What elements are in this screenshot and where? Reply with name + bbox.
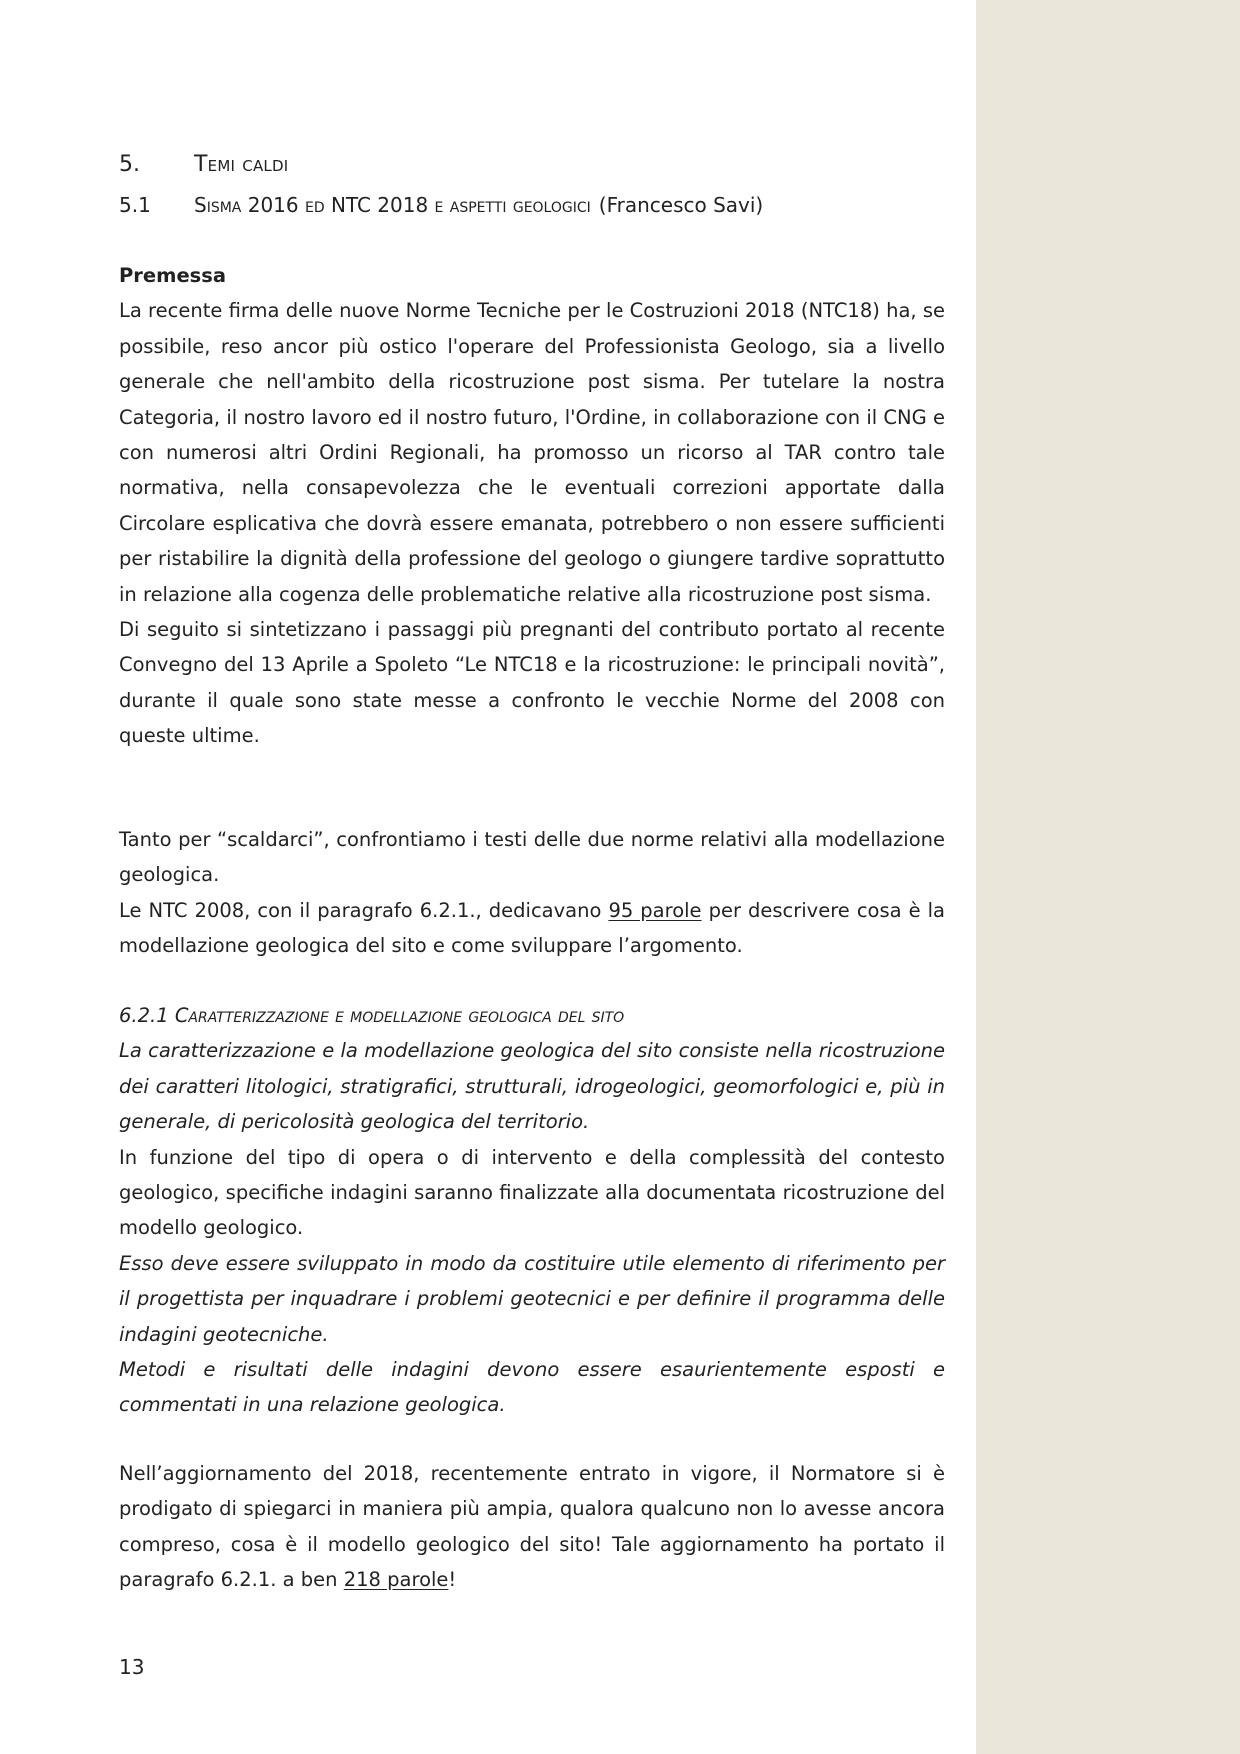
quote-paragraph-1: La caratterizzazione e la modellazione geologica del sito consiste nella ricostruzione dei caratteri litologici, stratigrafici, strutturali, idrogeologici, geomorfologici e, più in generale, di pericolosità geologica del territorio. [119, 1039, 945, 1134]
section-heading [119, 148, 288, 182]
premessa-section [119, 258, 945, 754]
closing-text-before: Nell’aggiornamento del 2018, recentemente entrato in vigore, il Normatore si è prodigato di spiegarci in maniera più ampia, qualora qualcuno non lo avesse ancora compreso, cosa è il modello geologico del sito! Tale aggiornamento ha portato il paragrafo 6.2.1. a ben [119, 1462, 945, 1592]
subsection-title: Sisma 2016 ed NTC 2018 e aspetti geologici [194, 193, 591, 217]
intro-section [119, 822, 945, 964]
words-count-link-2008[interactable]: 95 parole [608, 898, 702, 922]
quote-section [119, 998, 945, 1423]
subsection-number: 5.1 [119, 193, 151, 217]
closing-section [119, 1456, 945, 1598]
quote-paragraph-2: In funzione del tipo di opera o di intervento e della complessità del contesto geologico, specifiche indagini saranno finalizzate alla documentata ricostruzione del modello geologico. [119, 1145, 945, 1240]
quote-heading: 6.2.1 Caratterizzazione e modellazione geologica del sito [119, 1004, 625, 1027]
closing-text-after: ! [448, 1568, 457, 1592]
words-count-link-2018[interactable]: 218 parole [343, 1568, 449, 1592]
subsection-heading [119, 188, 763, 222]
intro-text-before: Le NTC 2008, con il paragrafo 6.2.1., dedicavano [119, 898, 609, 922]
intro-text-after: per descrivere cosa è la modellazione geologica del sito e come sviluppare l’argomento. [119, 898, 945, 958]
side-margin-band [976, 0, 1240, 1754]
premessa-paragraph-2: Di seguito si sintetizzano i passaggi più pregnanti del contributo portato al recente Convegno del 13 Aprile a Spoleto “Le NTC18 e la ricostruzione: le principali novità”, durante il quale sono state messe a confronto le vecchie Norme del 2008 con queste ultime. [119, 618, 945, 748]
page-number: 13 [119, 1655, 145, 1679]
quote-paragraph-4: Metodi e risultati delle indagini devono essere esaurientemente esposti e commentati in una relazione geologica. [119, 1358, 945, 1417]
premessa-title: Premessa [119, 264, 227, 287]
intro-paragraph-1: Tanto per “scaldarci”, confrontiamo i testi delle due norme relativi alla modellazione geologica. [119, 828, 945, 887]
section-number: 5. [119, 152, 140, 177]
subsection-author: (Francesco Savi) [598, 193, 764, 217]
section-title: Temi caldi [194, 152, 289, 177]
closing-paragraph [119, 1456, 945, 1598]
premessa-paragraph-1: La recente firma delle nuove Norme Tecniche per le Costruzioni 2018 (NTC18) ha, se possibile, reso ancor più ostico l'operare del Professionista Geologo, sia a livello generale che nell'ambito della ricostruzione post sisma. Per tutelare la nostra Categoria, il nostro lavoro ed il nostro futuro, l'Ordine, in collaborazione con il CNG e con numerosi altri Ordini Regionali, ha promosso un ricorso al TAR contro tale normativa, nella consapevolezza che le eventuali correzioni apportate dalla Circolare esplicativa che dovrà essere emanata, potrebbero o non essere sufficienti per ristabilire la dignità della professione del geologo o giungere tardive soprattutto in relazione alla cogenza delle problematiche relative alla ricostruzione post sisma. [119, 299, 945, 606]
quote-paragraph-3: Esso deve essere sviluppato in modo da costituire utile elemento di riferimento per il progettista per inquadrare i problemi geotecnici e per definire il programma delle indagini geotecniche. [119, 1251, 945, 1346]
intro-paragraph-2 [119, 893, 945, 964]
